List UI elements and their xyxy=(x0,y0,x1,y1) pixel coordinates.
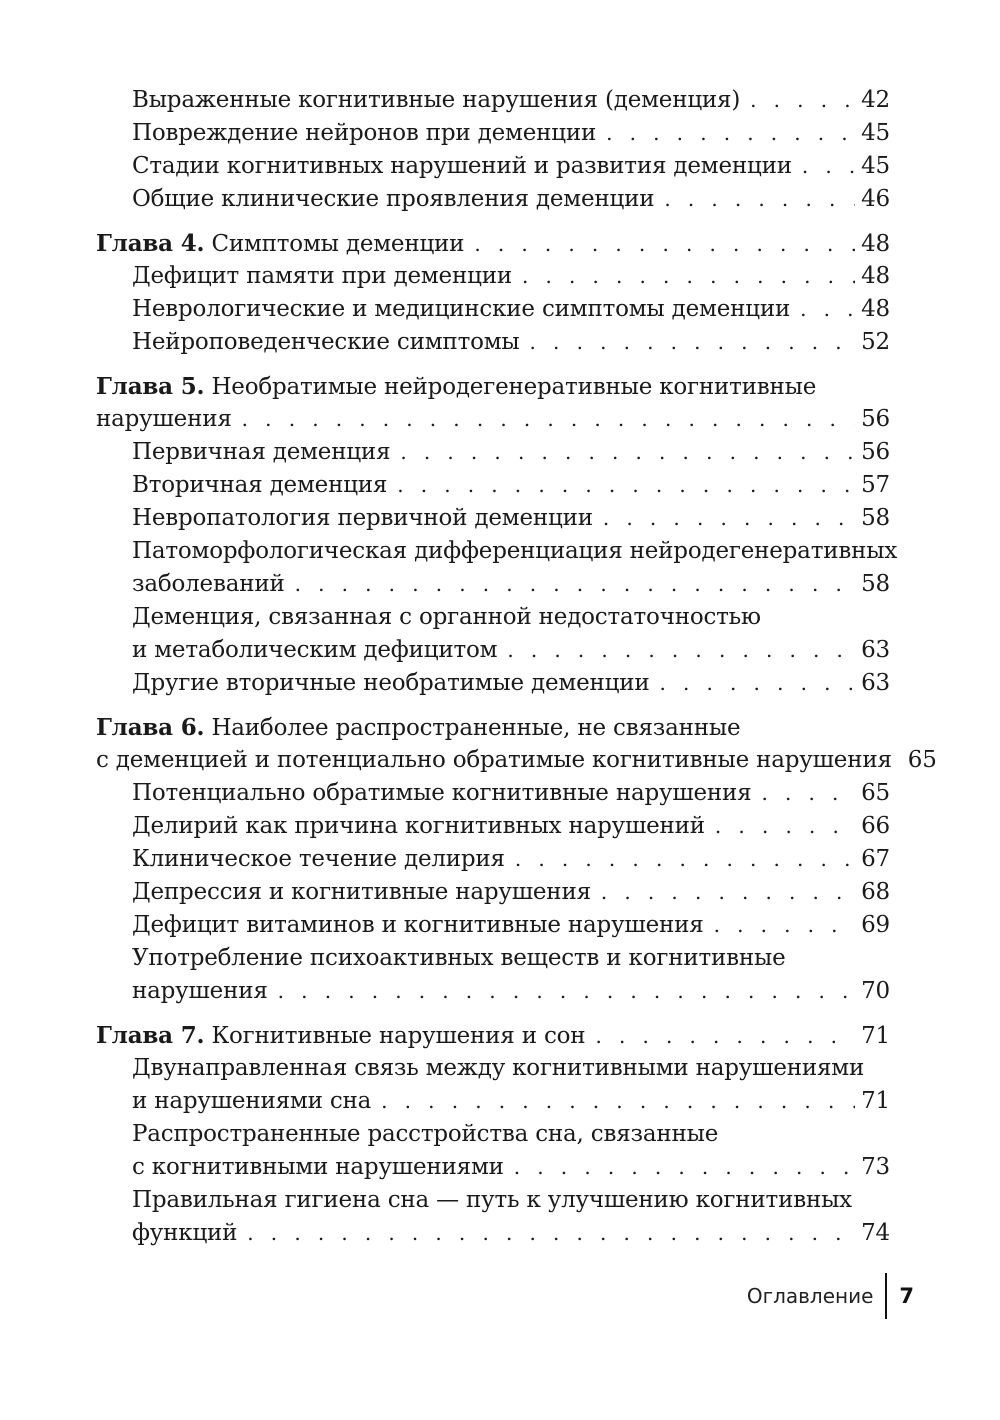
dot-leader xyxy=(606,117,855,150)
toc-entry-title: Стадии когнитивных нарушений и развития деменции xyxy=(132,153,792,179)
toc-page-number: 42 xyxy=(861,87,890,113)
toc-entry-title-continued: функций xyxy=(132,1220,238,1246)
toc-entry-title: Депрессия и когнитивные нарушения xyxy=(132,879,591,905)
chapter-title: Когнитивные нарушения и сон xyxy=(211,1023,586,1049)
toc-entry[interactable] xyxy=(96,1052,890,1085)
chapter-heading xyxy=(96,227,464,261)
toc-page-number: 52 xyxy=(861,329,890,355)
toc-entry[interactable] xyxy=(96,810,890,843)
toc-entry[interactable] xyxy=(96,469,890,502)
chapter-label: Глава 5. xyxy=(96,373,205,400)
toc-page-number: 65 xyxy=(861,780,890,806)
dot-leader xyxy=(664,183,855,216)
toc-entry[interactable] xyxy=(96,667,890,700)
toc-page-number: 58 xyxy=(861,505,890,531)
toc-chapter-6[interactable] xyxy=(96,711,890,744)
toc-page-number: 70 xyxy=(861,978,890,1004)
toc-page-number: 57 xyxy=(861,472,890,498)
dot-leader xyxy=(802,150,855,183)
toc-chapter-6-continuation[interactable] xyxy=(96,744,937,777)
toc-page-number: 46 xyxy=(861,186,890,212)
toc-page-number: 66 xyxy=(861,813,890,839)
chapter-heading xyxy=(96,1019,585,1053)
dot-leader xyxy=(400,436,855,469)
dot-leader xyxy=(507,634,855,667)
dot-leader xyxy=(295,568,856,601)
dot-leader xyxy=(603,502,855,535)
toc-entry[interactable] xyxy=(96,909,890,942)
dot-leader xyxy=(715,810,855,843)
toc-page-number: 63 xyxy=(861,670,890,696)
toc-page-number: 48 xyxy=(861,263,890,289)
dot-leader xyxy=(530,326,856,359)
toc-page-number: 71 xyxy=(861,1088,890,1114)
toc-entry-continuation[interactable] xyxy=(96,1151,890,1184)
toc-entry-title: Делирий как причина когнитивных нарушений xyxy=(132,813,705,839)
toc-entry[interactable] xyxy=(96,150,890,183)
toc-entry[interactable] xyxy=(96,117,890,150)
toc-entry[interactable] xyxy=(96,777,890,810)
footer-divider xyxy=(885,1273,887,1319)
toc-entry[interactable] xyxy=(96,260,890,293)
toc-entry[interactable] xyxy=(96,293,890,326)
toc-page-number: 48 xyxy=(861,296,890,322)
dot-leader xyxy=(714,909,856,942)
page-number: 7 xyxy=(899,1284,914,1308)
toc-entry-title: Неврологические и медицинские симптомы деменции xyxy=(132,296,791,322)
toc-entry-title-continued: и метаболическим дефицитом xyxy=(132,637,498,663)
dot-leader xyxy=(595,1020,855,1053)
toc-page-number: 58 xyxy=(861,571,890,597)
toc-entry-title: Выраженные когнитивные нарушения (деменция) xyxy=(132,87,741,113)
toc-entry-title: Потенциально обратимые когнитивные нарушения xyxy=(132,780,752,806)
toc-page-number: 68 xyxy=(861,879,890,905)
toc-entry[interactable] xyxy=(96,436,890,469)
dot-leader xyxy=(242,403,855,436)
toc-entry[interactable] xyxy=(96,535,898,568)
toc-chapter-7[interactable] xyxy=(96,1019,890,1052)
toc-entry[interactable] xyxy=(96,84,890,117)
toc-entry-title-continued: и нарушениями сна xyxy=(132,1088,372,1114)
page-footer xyxy=(747,1271,914,1321)
toc-entry[interactable] xyxy=(96,502,890,535)
chapter-title-continued: нарушения xyxy=(96,406,232,432)
toc-chapter-4[interactable] xyxy=(96,227,890,260)
dot-leader xyxy=(522,260,855,293)
toc-entry-title: Повреждение нейронов при деменции xyxy=(132,120,597,146)
toc-entry-title: Употребление психоактивных веществ и когнитивные xyxy=(132,945,786,971)
toc-page-number: 45 xyxy=(861,120,890,146)
toc-entry-title: Вторичная деменция xyxy=(132,472,388,498)
chapter-title: Необратимые нейродегенеративные когнитивные xyxy=(211,374,817,400)
toc-entry-continuation[interactable] xyxy=(96,1085,890,1118)
chapter-title: Симптомы деменции xyxy=(211,231,465,257)
chapter-heading xyxy=(96,715,740,741)
chapter-label: Глава 7. xyxy=(96,1022,205,1049)
toc-page-number: 56 xyxy=(861,439,890,465)
dot-leader xyxy=(474,228,855,261)
dot-leader xyxy=(397,469,855,502)
toc-entry-title: Двунаправленная связь между когнитивными нарушениями xyxy=(132,1055,865,1081)
toc-page-number: 63 xyxy=(861,637,890,663)
toc-chapter-5-continuation[interactable] xyxy=(96,403,890,436)
toc-page-number: 48 xyxy=(861,231,890,257)
toc-entry-title: Первичная деменция xyxy=(132,439,391,465)
running-footer-label: Оглавление xyxy=(746,1284,874,1308)
dot-leader xyxy=(514,1151,855,1184)
toc-entry[interactable] xyxy=(96,601,890,634)
toc-entry[interactable] xyxy=(96,326,890,359)
chapter-heading xyxy=(96,374,816,400)
toc-entry[interactable] xyxy=(96,1118,890,1151)
toc-entry-continuation[interactable] xyxy=(96,975,890,1008)
chapter-title: Наиболее распространенные, не связанные xyxy=(211,715,741,741)
toc-entry-title-continued: с когнитивными нарушениями xyxy=(132,1154,504,1180)
chapter-title-continued: с деменцией и потенциально обратимые когнитивные нарушения xyxy=(96,747,892,773)
toc-page-number: 67 xyxy=(861,846,890,872)
toc-page-number: 56 xyxy=(861,406,890,432)
toc-entry[interactable] xyxy=(96,183,890,216)
toc-entry[interactable] xyxy=(96,1184,890,1217)
dot-leader xyxy=(278,975,855,1008)
dot-leader xyxy=(247,1217,855,1250)
dot-leader xyxy=(515,843,855,876)
toc-entry-title-continued: заболеваний xyxy=(132,571,285,597)
dot-leader xyxy=(381,1085,855,1118)
toc-page-number: 45 xyxy=(861,153,890,179)
toc-entry[interactable] xyxy=(96,942,890,975)
toc-page-number: 69 xyxy=(861,912,890,938)
toc-entry[interactable] xyxy=(96,843,890,876)
chapter-label: Глава 6. xyxy=(96,714,205,741)
toc-entry-title: Деменция, связанная с органной недостаточностью xyxy=(132,604,761,630)
toc-entry-title: Патоморфологическая дифференциация нейродегенеративных xyxy=(132,538,898,564)
toc-page-number: 73 xyxy=(861,1154,890,1180)
toc-entry-title-continued: нарушения xyxy=(132,978,268,1004)
table-of-contents xyxy=(96,84,937,1250)
toc-entry-title: Клиническое течение делирия xyxy=(132,846,505,872)
toc-entry-continuation[interactable] xyxy=(96,1217,890,1250)
toc-entry-continuation[interactable] xyxy=(96,634,890,667)
toc-entry-title: Нейроповеденческие симптомы xyxy=(132,329,520,355)
toc-entry-title: Дефицит памяти при деменции xyxy=(132,263,512,289)
toc-entry-title: Другие вторичные необратимые деменции xyxy=(132,670,650,696)
toc-page-number: 65 xyxy=(907,747,937,773)
toc-entry[interactable] xyxy=(96,876,890,909)
toc-entry-title: Дефицит витаминов и когнитивные нарушения xyxy=(132,912,704,938)
dot-leader xyxy=(601,876,855,909)
dot-leader xyxy=(750,84,855,117)
toc-entry-title: Общие клинические проявления деменции xyxy=(132,186,655,212)
toc-entry-title: Правильная гигиена сна — путь к улучшению когнитивных xyxy=(132,1187,852,1213)
dot-leader xyxy=(800,293,855,326)
chapter-label: Глава 4. xyxy=(96,230,205,257)
toc-entry-title: Распространенные расстройства сна, связанные xyxy=(132,1121,719,1147)
toc-page-number: 71 xyxy=(861,1023,890,1049)
dot-leader xyxy=(660,667,856,700)
toc-page-number: 74 xyxy=(861,1220,890,1246)
toc-chapter-5[interactable] xyxy=(96,370,890,403)
toc-entry-continuation[interactable] xyxy=(96,568,890,601)
toc-entry-title: Невропатология первичной деменции xyxy=(132,505,593,531)
dot-leader xyxy=(761,777,855,810)
